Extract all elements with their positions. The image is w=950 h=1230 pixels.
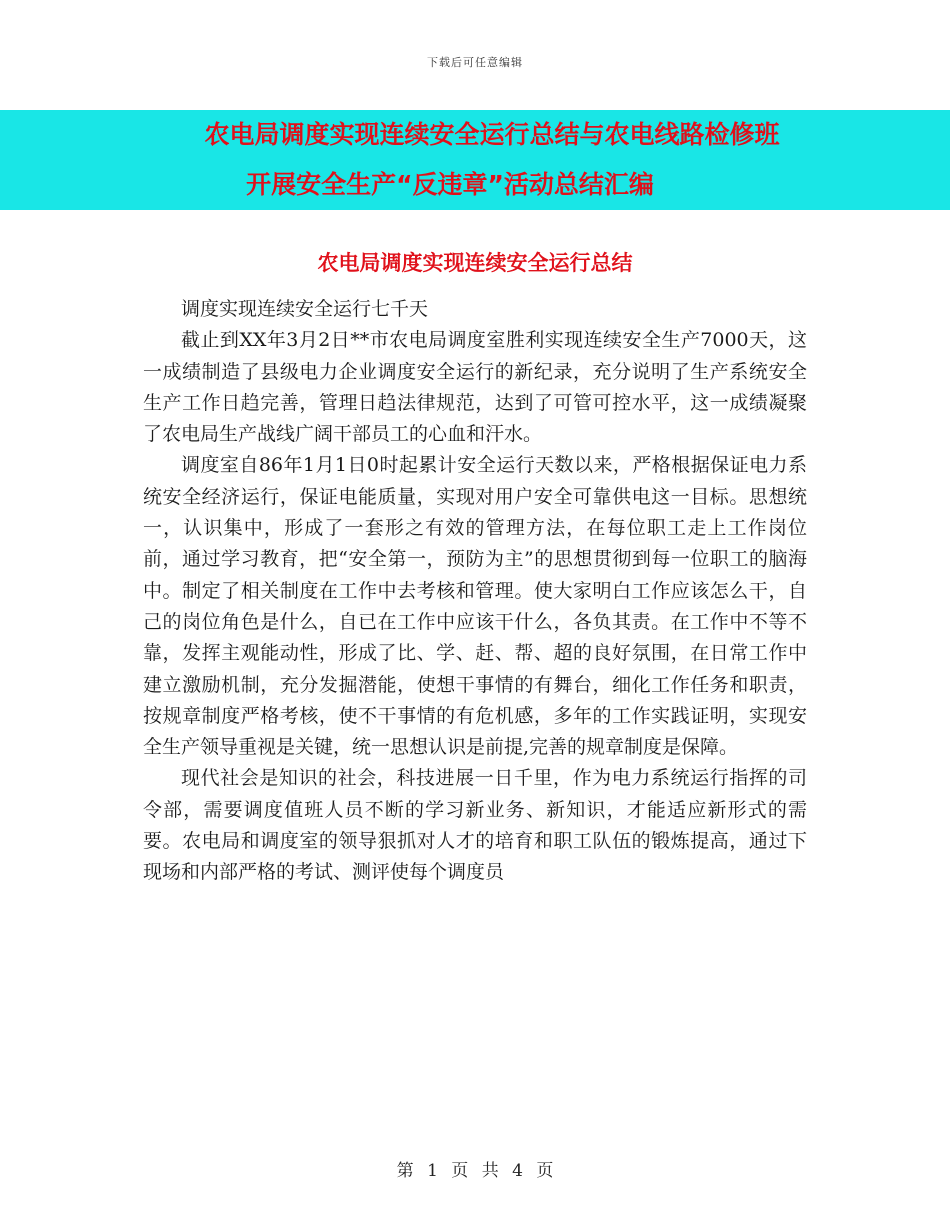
paragraph: 截止到XX年3月2日**市农电局调度室胜利实现连续安全生产7000天，这一成绩制造了县级电力企业调度安全运行的新纪录，充分说明了生产系统安全生产工作日趋完善，管理日趋法律规范，达到了可管可控水平，这一成绩凝聚了农电局生产战线广阔干部员工的心血和汗水。: [143, 329, 807, 446]
document-title: [0, 110, 950, 210]
section-title: 农电局调度实现连续安全运行总结: [317, 251, 633, 275]
paragraph: 调度实现连续安全运行七千天: [181, 298, 429, 320]
paragraph: 调度室自86年1月1日0时起累计安全运行天数以来，严格根据保证电力系统安全经济运行，保证电能质量，实现对用户安全可靠供电这一目标。思想统一，认识集中，形成了一套形之有效的管理方法，在每位职工走上工作岗位前，通过学习教育，把“安全第一，预防为主”的思想贯彻到每一位职工的脑海中。制定了相关制度在工作中去考核和管理。使大家明白工作应该怎么干，自己的岗位角色是什么，自已在工作中应该干什么，各负其责。在工作中不等不靠，发挥主观能动性，形成了比、学、赶、帮、超的良好氛围，在日常工作中建立激励机制，充分发掘潜能，使想干事情的有舞台，细化工作任务和职责，按规章制度严格考核，使不干事情的有危机感，多年的工作实践证明，实现安全生产领导重视是关键，统一思想认识是前提,完善的规章制度是保障。: [143, 454, 807, 759]
document-title-line2: [0, 160, 950, 210]
page-number: 第 1 页 共 4 页: [396, 1161, 554, 1181]
page-header-note: 下载后可任意编辑: [427, 56, 523, 69]
document-body: [143, 294, 807, 889]
paragraph: 现代社会是知识的社会，科技进展一日千里，作为电力系统运行指挥的司令部，需要调度值班人员不断的学习新业务、新知识，才能适应新形式的需要。农电局和调度室的领导狠抓对人才的培育和职工队伍的锻炼提高，通过下现场和内部严格的考试、测评使每个调度员: [143, 767, 807, 884]
document-title-line1: [0, 110, 950, 160]
title-highlight-2: 开展安全生产“反违章”活动总结汇编: [246, 170, 654, 199]
title-highlight-1: 农电局调度实现连续安全运行总结与农电线路检修班: [204, 120, 780, 149]
